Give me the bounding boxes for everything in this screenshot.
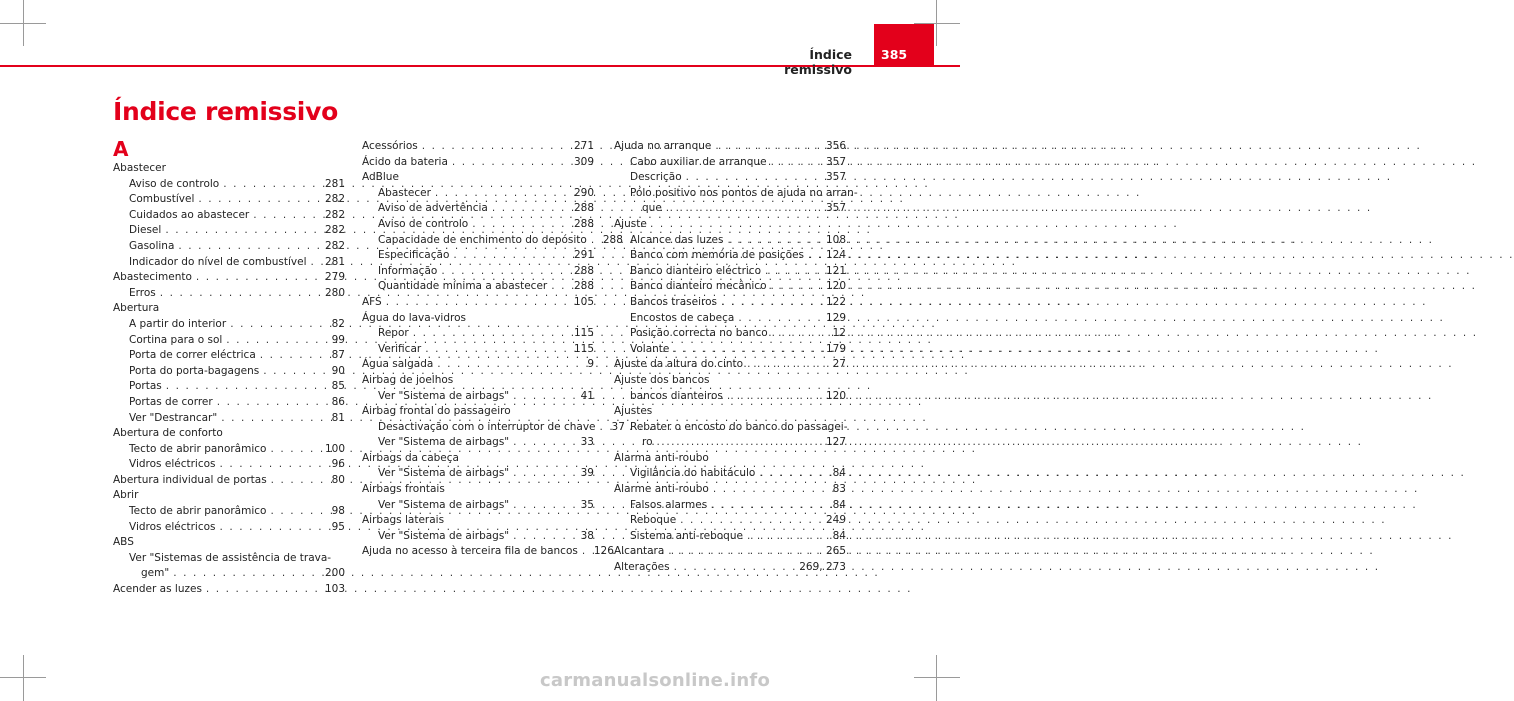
dot-leader	[674, 560, 796, 576]
entry-page-number: 288	[573, 280, 594, 293]
index-heading: Airbags frontais	[362, 483, 445, 496]
dot-leader	[196, 270, 321, 286]
index-entry	[362, 420, 625, 436]
index-entry	[362, 342, 594, 358]
entry-term: Ver "Destrancar"	[129, 411, 218, 424]
index-entry	[614, 139, 846, 155]
dot-leader	[711, 498, 828, 514]
entry-page-number: 282	[324, 239, 345, 252]
index-entry	[113, 177, 345, 193]
dot-leader	[198, 192, 321, 208]
entry-page-number: 129	[825, 311, 846, 324]
entry-term: gem"	[141, 567, 170, 580]
entry-page-number: 115	[573, 327, 594, 340]
index-entry	[113, 286, 345, 302]
dot-leader	[513, 498, 576, 514]
entry-term: Ver "Sistema de airbags"	[378, 436, 510, 449]
index-column-2	[362, 139, 625, 560]
index-letter-heading: A	[113, 137, 129, 161]
dot-leader	[657, 435, 822, 451]
entry-page-number: 37	[611, 420, 625, 433]
entry-term: AFS	[362, 295, 382, 308]
entry-term: Ver "Sistema de airbags"	[378, 529, 510, 542]
index-entry	[362, 326, 594, 342]
dot-leader	[173, 566, 321, 582]
dot-leader	[452, 155, 570, 171]
index-entry	[113, 192, 345, 208]
index-heading: Ajuste dos bancos	[614, 373, 710, 386]
index-entry	[614, 560, 846, 576]
index-entry	[113, 255, 345, 271]
entry-term: Cabo auxiliar de arranque	[630, 155, 767, 168]
index-heading: Rebater o encosto do banco do passagei-	[630, 420, 848, 433]
index-heading: Abastecer	[113, 162, 166, 174]
dot-leader	[513, 389, 576, 405]
entry-term: Capacidade de enchimento do depósito	[378, 233, 587, 246]
entry-page-number: 27	[832, 358, 846, 371]
dot-leader	[759, 466, 828, 482]
index-heading: Airbag frontal do passageiro	[362, 405, 511, 418]
dot-leader	[727, 389, 822, 405]
entry-term: Vidros eléctricos	[129, 520, 216, 533]
index-entry	[113, 239, 345, 255]
entry-term: Porta de correr eléctrica	[129, 349, 256, 362]
index-entry	[614, 248, 846, 264]
index-entry	[113, 364, 345, 380]
entry-page-number: 99	[331, 333, 345, 346]
entry-page-number: 120	[825, 389, 846, 402]
crop-mark	[0, 23, 46, 24]
index-entry	[614, 201, 846, 217]
index-entry	[362, 279, 594, 295]
entry-page-number: 82	[331, 317, 345, 330]
entry-term: Portas	[129, 380, 162, 393]
dot-leader	[721, 295, 822, 311]
entry-page-number: 81	[331, 411, 345, 424]
entry-term: Ajuda no acesso à terceira fila de bancos	[362, 545, 578, 558]
entry-term: Erros	[129, 286, 156, 299]
entry-page-number: 282	[324, 224, 345, 237]
entry-page-number: 357	[825, 155, 846, 168]
entry-page-number: 103	[324, 583, 345, 596]
dot-leader	[221, 411, 327, 427]
dot-leader	[413, 326, 570, 342]
index-entry	[362, 389, 594, 405]
dot-leader	[422, 139, 570, 155]
entry-term: Sistema anti-reboque	[630, 529, 743, 542]
entry-term: Gasolina	[129, 239, 175, 252]
index-entry	[362, 201, 594, 217]
entry-page-number: 12	[832, 327, 846, 340]
dot-leader	[160, 286, 321, 302]
entry-term: Alcance das luzes	[630, 233, 724, 246]
entry-page-number: 309	[573, 155, 594, 168]
entry-term: Tecto de abrir panorâmico	[129, 505, 267, 518]
index-entry	[113, 223, 345, 239]
index-entry	[113, 411, 345, 427]
index-entry	[614, 311, 846, 327]
entry-page-number: 84	[832, 498, 846, 511]
dot-leader	[311, 255, 321, 271]
entry-term: Ver "Sistema de airbags"	[378, 467, 510, 480]
index-heading: Ver "Sistemas de assistência de trava-	[129, 551, 332, 564]
dot-leader	[666, 201, 822, 217]
index-heading: Airbags laterais	[362, 514, 445, 527]
index-entry	[614, 466, 846, 482]
entry-page-number: 39	[580, 467, 594, 480]
crop-mark	[23, 655, 24, 701]
entry-page-number: 84	[832, 529, 846, 542]
entry-page-number: 38	[580, 529, 594, 542]
index-entry	[362, 186, 594, 202]
entry-term: Aviso de advertência	[378, 202, 488, 215]
index-entry	[113, 473, 345, 489]
dot-leader	[738, 311, 822, 327]
index-heading: Alarma anti-roubo	[614, 451, 709, 464]
running-header-title: Índice remissivo	[784, 47, 852, 77]
dot-leader	[492, 201, 570, 217]
index-entry	[362, 466, 594, 482]
dot-leader	[271, 473, 328, 489]
entry-page-number: 108	[825, 233, 846, 246]
dot-leader	[435, 186, 570, 202]
entry-term: Porta do porta-bagagens	[129, 364, 260, 377]
entry-page-number: 265	[825, 545, 846, 558]
entry-term: Vigilância do habitáculo	[630, 467, 756, 480]
entry-term: Acender as luzes	[113, 583, 202, 596]
dot-leader	[600, 420, 608, 436]
entry-term: Desactivação com o interruptor de chave	[378, 420, 596, 433]
entry-page-number: 41	[580, 389, 594, 402]
entry-term: Vidros eléctricos	[129, 458, 216, 471]
crop-mark	[914, 677, 960, 678]
entry-term: ro	[642, 436, 653, 449]
index-entry	[362, 139, 594, 155]
entry-term: Água salgada	[362, 358, 434, 371]
dot-leader	[747, 357, 829, 373]
dot-leader	[263, 364, 327, 380]
entry-page-number: 249	[825, 514, 846, 527]
entry-term: Combustível	[129, 193, 195, 206]
dot-leader	[591, 233, 599, 249]
entry-term: Ver "Sistema de airbags"	[378, 498, 510, 511]
entry-term: Ajuda no arranque	[614, 140, 712, 152]
index-entry	[113, 504, 345, 520]
index-heading: Airbags da cabeça	[362, 451, 459, 464]
entry-page-number: 269, 273	[799, 561, 846, 574]
index-entry	[362, 233, 623, 249]
entry-term: Acessórios	[362, 140, 418, 152]
entry-page-number: 96	[331, 458, 345, 471]
entry-page-number: 357	[825, 202, 846, 215]
entry-page-number: 179	[825, 342, 846, 355]
index-entry	[614, 295, 846, 311]
page-number: 385	[881, 47, 908, 62]
index-entry	[113, 520, 345, 536]
index-entry	[614, 233, 846, 249]
dot-leader	[386, 295, 570, 311]
dot-leader	[680, 513, 822, 529]
entry-page-number: 282	[324, 208, 345, 221]
index-heading: Abertura	[113, 302, 160, 315]
index-entry	[362, 544, 614, 560]
entry-page-number: 85	[331, 380, 345, 393]
dot-leader	[808, 248, 822, 264]
entry-term: Tecto de abrir panorâmico	[129, 442, 267, 455]
index-entry	[362, 264, 594, 280]
index-entry	[614, 155, 846, 171]
dot-leader	[425, 342, 570, 358]
entry-page-number: 288	[573, 217, 594, 230]
dot-leader	[226, 333, 327, 349]
entry-page-number: 33	[580, 436, 594, 449]
dot-leader	[219, 520, 327, 536]
index-entry	[113, 270, 345, 286]
index-entry	[113, 457, 345, 473]
index-heading: ABS	[113, 536, 134, 549]
index-entry	[362, 435, 594, 451]
dot-leader	[747, 529, 829, 545]
dot-leader	[513, 435, 576, 451]
entry-term: Posição correcta no banco	[630, 327, 768, 340]
entry-term: Repor	[378, 327, 409, 340]
entry-term: Alterações	[614, 561, 670, 574]
entry-page-number: 80	[331, 473, 345, 486]
entry-page-number: 288	[573, 202, 594, 215]
index-entry	[113, 582, 345, 598]
page-number-tab	[874, 24, 934, 66]
index-entry	[113, 333, 345, 349]
dot-leader	[513, 529, 576, 545]
entry-term: Abastecimento	[113, 271, 192, 284]
dot-leader	[270, 504, 327, 520]
index-entry	[362, 248, 594, 264]
entry-page-number: 121	[825, 264, 846, 277]
entry-term: Falsos alarmes	[630, 498, 708, 511]
index-entry	[614, 357, 846, 373]
entry-term: Alcantara	[614, 545, 665, 558]
entry-term: Informação	[378, 264, 438, 277]
entry-term: Reboque	[630, 514, 677, 527]
entry-page-number: 291	[573, 249, 594, 262]
entry-page-number: 98	[331, 505, 345, 518]
dot-leader	[206, 582, 321, 598]
entry-term: Aviso de controlo	[378, 217, 469, 230]
index-heading: Ajuste	[614, 217, 647, 230]
dot-leader	[772, 326, 829, 342]
entry-term: Cuidados ao abastecer	[129, 208, 250, 221]
index-entry	[113, 208, 345, 224]
index-entry	[362, 295, 594, 311]
index-entry	[113, 566, 345, 582]
dot-leader	[437, 357, 583, 373]
index-entry	[614, 529, 846, 545]
entry-term: Quantidade mínima a abastecer	[378, 280, 548, 293]
entry-term: Ver "Sistema de airbags"	[378, 389, 510, 402]
index-entry	[113, 379, 345, 395]
dot-leader	[582, 544, 590, 560]
entry-term: Abastecer	[378, 186, 431, 199]
index-heading: Ajustes	[614, 405, 653, 418]
index-entry	[614, 498, 846, 514]
entry-page-number: 280	[324, 286, 345, 299]
entry-page-number: 288	[602, 233, 623, 246]
entry-page-number: 357	[825, 171, 846, 184]
entry-page-number: 282	[324, 193, 345, 206]
entry-page-number: 281	[324, 177, 345, 190]
index-entry	[614, 482, 846, 498]
dot-leader	[771, 279, 822, 295]
entry-page-number: 200	[324, 567, 345, 580]
dot-leader	[230, 317, 327, 333]
entry-term: A partir do interior	[129, 317, 227, 330]
entry-term: Verificar	[378, 342, 422, 355]
entry-page-number: 290	[573, 186, 594, 199]
entry-page-number: 122	[825, 295, 846, 308]
dot-leader	[668, 544, 822, 560]
entry-term: Banco dianteiro mecânico	[630, 280, 767, 293]
entry-page-number: 100	[324, 442, 345, 455]
entry-term: Abertura individual de portas	[113, 473, 267, 486]
dot-leader	[441, 264, 570, 280]
entry-page-number: 83	[832, 483, 846, 496]
dot-leader	[673, 342, 822, 358]
entry-term: Aviso de controlo	[129, 177, 220, 190]
dot-leader	[178, 239, 321, 255]
dot-leader	[166, 379, 328, 395]
entry-term: Bancos traseiros	[630, 295, 717, 308]
dot-leader	[715, 139, 822, 155]
index-heading: Airbag de joelhos	[362, 373, 454, 386]
entry-term: Alarme anti-roubo	[614, 483, 709, 496]
entry-page-number: 35	[580, 498, 594, 511]
index-entry	[614, 264, 846, 280]
index-heading: AdBlue	[362, 171, 399, 184]
index-heading: Abertura de conforto	[113, 427, 223, 440]
index-entry	[113, 317, 345, 333]
entry-term: Banco com memória de posições	[630, 249, 805, 262]
entry-term: Volante	[630, 342, 670, 355]
entry-page-number: 281	[324, 255, 345, 268]
dot-leader	[686, 170, 822, 186]
dot-leader	[260, 348, 328, 364]
entry-term: Descrição	[630, 171, 682, 184]
entry-term: Cortina para o sol	[129, 333, 223, 346]
entry-page-number: 115	[573, 342, 594, 355]
index-entry	[614, 513, 846, 529]
dot-leader	[771, 155, 822, 171]
entry-page-number: 120	[825, 280, 846, 293]
index-entry	[614, 544, 846, 560]
entry-term: bancos dianteiros	[630, 389, 723, 402]
dot-leader	[551, 279, 570, 295]
entry-page-number: 288	[573, 264, 594, 277]
entry-term: Diesel	[129, 224, 162, 237]
dot-leader	[765, 264, 822, 280]
index-entry	[362, 155, 594, 171]
dot-leader	[513, 466, 576, 482]
entry-page-number: 356	[825, 140, 846, 152]
index-entry	[113, 348, 345, 364]
entry-page-number: 279	[324, 271, 345, 284]
entry-term: Ajuste da altura do cinto	[614, 358, 744, 371]
entry-term: Indicador do nível de combustível	[129, 255, 307, 268]
dot-leader	[217, 395, 328, 411]
dot-leader	[253, 208, 321, 224]
dot-leader	[472, 217, 570, 233]
index-entry	[362, 498, 594, 514]
watermark: carmanualsonline.info	[540, 670, 771, 691]
dot-leader	[223, 177, 321, 193]
entry-page-number: 105	[573, 295, 594, 308]
dot-leader	[270, 442, 320, 458]
entry-term: Banco dianteiro eléctrico	[630, 264, 761, 277]
entry-page-number: 87	[331, 349, 345, 362]
entry-page-number: 90	[331, 364, 345, 377]
index-entry	[614, 326, 846, 342]
dot-leader	[219, 457, 327, 473]
dot-leader	[453, 248, 570, 264]
entry-term: Ácido da bateria	[362, 155, 448, 168]
entry-page-number: 86	[331, 395, 345, 408]
crop-mark	[0, 677, 46, 678]
index-entry	[113, 442, 345, 458]
dot-leader	[165, 223, 321, 239]
index-column-1	[113, 139, 345, 598]
index-entry	[614, 435, 846, 451]
entry-page-number: 126	[593, 545, 614, 558]
index-entry	[614, 170, 846, 186]
entry-page-number: 271	[573, 140, 594, 152]
index-entry	[362, 529, 594, 545]
dot-leader	[727, 233, 821, 249]
entry-page-number: 127	[825, 436, 846, 449]
index-entry	[614, 389, 846, 405]
index-entry	[113, 395, 345, 411]
crop-mark	[936, 655, 937, 701]
entry-page-number: 84	[832, 467, 846, 480]
index-entry	[362, 357, 594, 373]
index-entry	[614, 342, 846, 358]
entry-page-number: 9	[587, 358, 594, 371]
page-title: Índice remissivo	[113, 97, 338, 126]
entry-term: Portas de correr	[129, 395, 213, 408]
index-heading: Água do lava-vidros	[362, 311, 466, 324]
index-heading: Pólo positivo nos pontos de ajuda no arran-	[630, 186, 858, 199]
index-entry	[614, 279, 846, 295]
entry-term: que	[642, 202, 662, 215]
index-entry	[362, 217, 594, 233]
index-heading: Abrir	[113, 489, 139, 502]
entry-page-number: 95	[331, 520, 345, 533]
entry-page-number: 124	[825, 249, 846, 262]
dot-leader	[713, 482, 829, 498]
entry-term: Encostos de cabeça	[630, 311, 735, 324]
entry-term: Especificação	[378, 249, 450, 262]
